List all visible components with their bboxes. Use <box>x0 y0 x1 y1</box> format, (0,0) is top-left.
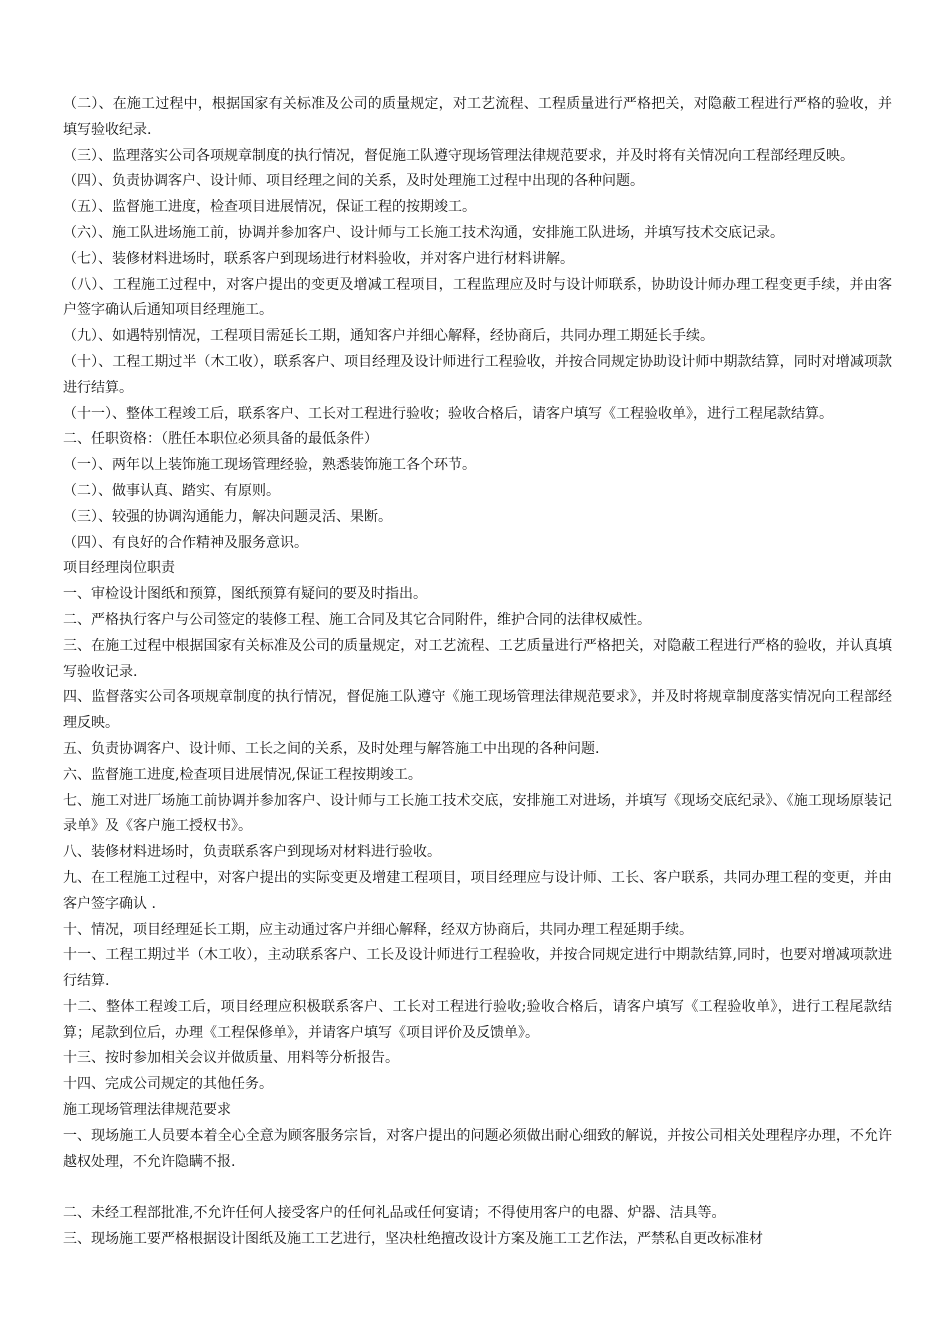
paragraph-rule-1: 一、现场施工人员要本着全心全意为顾客服务宗旨，对客户提出的问题必须做出耐心细致的解说，并按公司相关处理程序办理，不允许越权处理，不允许隐瞒不报. <box>63 1127 892 1170</box>
paragraph-pm-6: 六、监督施工进度,检查项目进展情况,保证工程按期竣工。 <box>63 766 422 783</box>
paragraph-supervision-8: （八）、工程施工过程中，对客户提出的变更及增减工程项目，工程监理应及时与设计师联系，协助设计师办理工程变更手续，并由客户签字确认后通知项目经理施工。 <box>63 276 892 319</box>
paragraph-supervision-11: （十一）、整体工程竣工后，联系客户、工长对工程进行验收；验收合格后，请客户填写《工程验收单》，进行工程尾款结算。 <box>63 405 833 422</box>
paragraph-pm-8: 八、装修材料进场时，负责联系客户到现场对材料进行验收。 <box>63 844 441 861</box>
paragraph-supervision-10: （十）、工程工期过半（木工收），联系客户、项目经理及设计师进行工程验收，并按合同规定协助设计师中期款结算，同时对增减项款进行结算。 <box>63 353 892 396</box>
paragraph-rule-2: 二、未经工程部批准,不允许任何人接受客户的任何礼品或任何宴请；不得使用客户的电器、炉器、洁具等。 <box>63 1205 726 1222</box>
section-heading-site-rules: 施工现场管理法律规范要求 <box>63 1102 231 1119</box>
paragraph-qualification-1: （一）、两年以上装饰施工现场管理经验，熟悉装饰施工各个环节。 <box>63 457 476 474</box>
paragraph-pm-4: 四、监督落实公司各项规章制度的执行情况，督促施工队遵守《施工现场管理法律规范要求》，并及时将规章制度落实情况向工程部经理反映。 <box>63 689 892 732</box>
section-heading-project-manager: 项目经理岗位职责 <box>63 560 175 577</box>
paragraph-qualification-2: （二）、做事认真、踏实、有原则。 <box>63 482 280 499</box>
paragraph-qualification-4: （四）、有良好的合作精神及服务意识。 <box>63 534 308 551</box>
paragraph-supervision-2: （二）、在施工过程中，根据国家有关标准及公司的质量规定，对工艺流程、工程质量进行严格把关，对隐蔽工程进行严格的验收，并填写验收纪录. <box>63 96 892 138</box>
paragraph-pm-12: 十二、整体工程竣工后，项目经理应积极联系客户、工长对工程进行验收;验收合格后，请客户填写《工程验收单》，进行工程尾款结算；尾款到位后，办理《工程保修单》，并请客户填写《项目评价及反馈单》。 <box>63 998 892 1041</box>
paragraph-pm-3: 三、在施工过程中根据国家有关标准及公司的质量规定，对工艺流程、工艺质量进行严格把关，对隐蔽工程进行严格的验收，并认真填写验收记录. <box>63 637 892 680</box>
paragraph-qualification-3: （三）、较强的协调沟通能力，解决问题灵活、果断。 <box>63 508 392 525</box>
paragraph-pm-7: 七、施工对进厂场施工前协调并参加客户、设计师与工长施工技术交底，安排施工对进场，并填写《现场交底纪录》、《施工现场原装记录单》及《客户施工授权书》。 <box>63 792 892 835</box>
paragraph-supervision-7: （七）、装修材料进场时，联系客户到现场进行材料验收，并对客户进行材料讲解。 <box>63 250 574 267</box>
paragraph-pm-10: 十、情况，项目经理延长工期，应主动通过客户并细心解释，经双方协商后，共同办理工程延期手续。 <box>63 921 693 938</box>
paragraph-pm-2: 二、严格执行客户与公司签定的装修工程、施工合同及其它合同附件，维护合同的法律权威性。 <box>63 611 651 628</box>
paragraph-pm-11: 十一、工程工期过半（木工收），主动联系客户、工长及设计师进行工程验收，并按合同规定进行中期款结算,同时，也要对增减项款进行结算. <box>63 947 892 990</box>
section-heading-qualifications: 二、任职资格：（胜任本职位必须具备的最低条件） <box>63 431 378 448</box>
paragraph-supervision-6: （六）、施工队进场施工前，协调并参加客户、设计师与工长施工技术沟通，安排施工队进场，并填写技术交底记录。 <box>63 224 784 241</box>
paragraph-supervision-5: （五）、监督施工进度，检查项目进展情况，保证工程的按期竣工。 <box>63 199 476 216</box>
paragraph-pm-5: 五、负责协调客户、设计师、工长之间的关系，及时处理与解答施工中出现的各种问题. <box>63 740 600 757</box>
paragraph-pm-13: 十三、按时参加相关会议并做质量、用料等分析报告。 <box>63 1050 399 1067</box>
paragraph-rule-3: 三、现场施工要严格根据设计图纸及施工工艺进行，坚决杜绝擅改设计方案及施工工艺作法，严禁私自更改标准材 <box>63 1231 763 1248</box>
paragraph-supervision-4: （四）、负责协调客户、设计师、项目经理之间的关系，及时处理施工过程中出现的各种问题。 <box>63 173 644 190</box>
paragraph-pm-9: 九、在工程施工过程中，对客户提出的实际变更及增建工程项目，项目经理应与设计师、工长、客户联系，共同办理工程的变更，并由客户签字确认 . <box>63 869 892 912</box>
paragraph-pm-14: 十四、完成公司规定的其他任务。 <box>63 1076 273 1093</box>
paragraph-supervision-3: （三）、监理落实公司各项规章制度的执行情况，督促施工队遵守现场管理法律规范要求，并及时将有关情况向工程部经理反映。 <box>63 147 854 164</box>
paragraph-pm-1: 一、审检设计图纸和预算，图纸预算有疑问的要及时指出。 <box>63 586 427 603</box>
blank-line <box>63 1175 892 1201</box>
paragraph-supervision-9: （九）、如遇特别情况，工程项目需延长工期，通知客户并细心解释，经协商后，共同办理工期延长手续。 <box>63 328 714 345</box>
